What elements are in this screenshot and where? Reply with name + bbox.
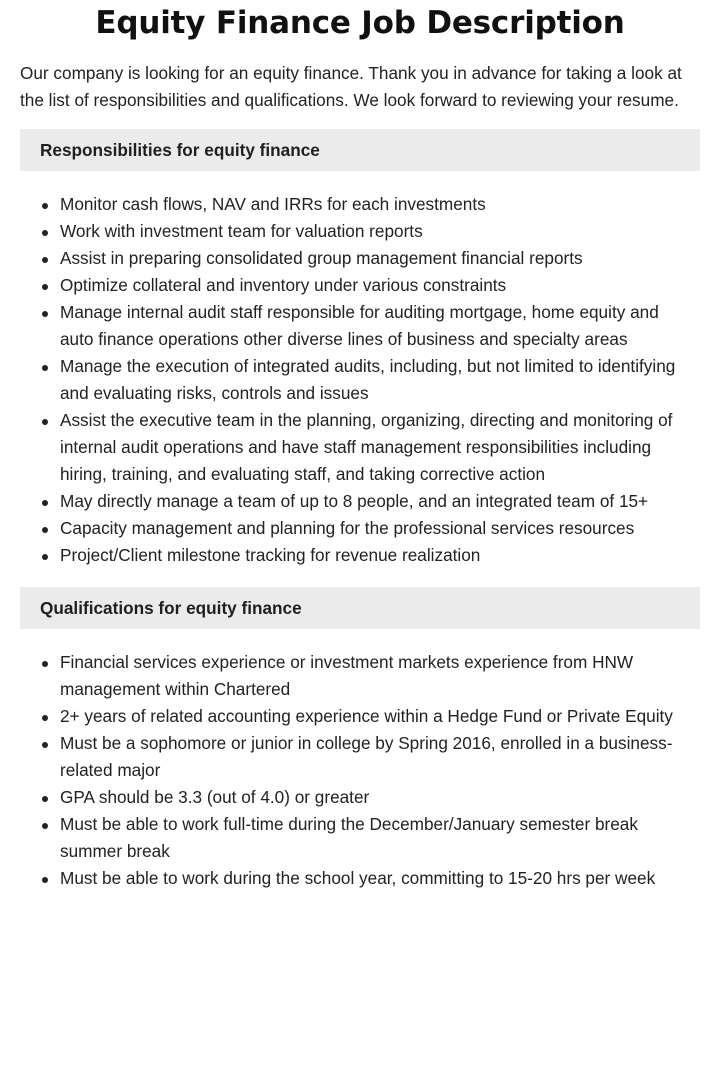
bullet-icon <box>42 715 48 721</box>
bullet-icon <box>42 284 48 290</box>
bullet-icon <box>42 311 48 317</box>
bullet-icon <box>42 823 48 829</box>
list-item: Optimize collateral and inventory under various constraints <box>60 272 700 299</box>
responsibilities-list <box>20 191 700 569</box>
bullet-icon <box>42 203 48 209</box>
bullet-icon <box>42 500 48 506</box>
bullet-icon <box>42 365 48 371</box>
list-item: Manage internal audit staff responsible for auditing mortgage, home equity and auto finance operations other diverse lines of business and specialty areas <box>60 299 700 353</box>
intro-paragraph: Our company is looking for an equity finance. Thank you in advance for taking a look at the list of responsibilities and qualifications. We look forward to reviewing your resume. <box>20 63 682 110</box>
bullet-icon <box>42 257 48 263</box>
qualifications-heading: Qualifications for equity finance <box>20 587 700 629</box>
qualifications-list <box>20 649 700 892</box>
list-item: Assist the executive team in the planning, organizing, directing and monitoring of internal audit operations and have staff management responsibilities including hiring, training, and evaluating staff, and taking corrective action <box>60 407 700 488</box>
page-title: Equity Finance Job Description <box>95 5 625 41</box>
list-item: Must be a sophomore or junior in college by Spring 2016, enrolled in a business-related major <box>60 730 700 784</box>
list-item: GPA should be 3.3 (out of 4.0) or greater <box>60 784 700 811</box>
list-item: 2+ years of related accounting experience within a Hedge Fund or Private Equity <box>60 703 700 730</box>
bullet-icon <box>42 661 48 667</box>
list-item: Manage the execution of integrated audits, including, but not limited to identifying and evaluating risks, controls and issues <box>60 353 700 407</box>
list-item: Must be able to work full-time during the December/January semester break summer break <box>60 811 700 865</box>
bullet-icon <box>42 796 48 802</box>
list-item: Monitor cash flows, NAV and IRRs for each investments <box>60 191 700 218</box>
list-item: Work with investment team for valuation reports <box>60 218 700 245</box>
list-item: Project/Client milestone tracking for revenue realization <box>60 542 700 569</box>
responsibilities-heading: Responsibilities for equity finance <box>20 129 700 171</box>
list-item: Must be able to work during the school year, committing to 15-20 hrs per week <box>60 865 700 892</box>
bullet-icon <box>42 527 48 533</box>
bullet-icon <box>42 742 48 748</box>
list-item: Assist in preparing consolidated group management financial reports <box>60 245 700 272</box>
list-item: Capacity management and planning for the professional services resources <box>60 515 700 542</box>
bullet-icon <box>42 877 48 883</box>
bullet-icon <box>42 230 48 236</box>
bullet-icon <box>42 554 48 560</box>
bullet-icon <box>42 419 48 425</box>
list-item: Financial services experience or investment markets experience from HNW management within Chartered <box>60 649 700 703</box>
list-item: May directly manage a team of up to 8 people, and an integrated team of 15+ <box>60 488 700 515</box>
